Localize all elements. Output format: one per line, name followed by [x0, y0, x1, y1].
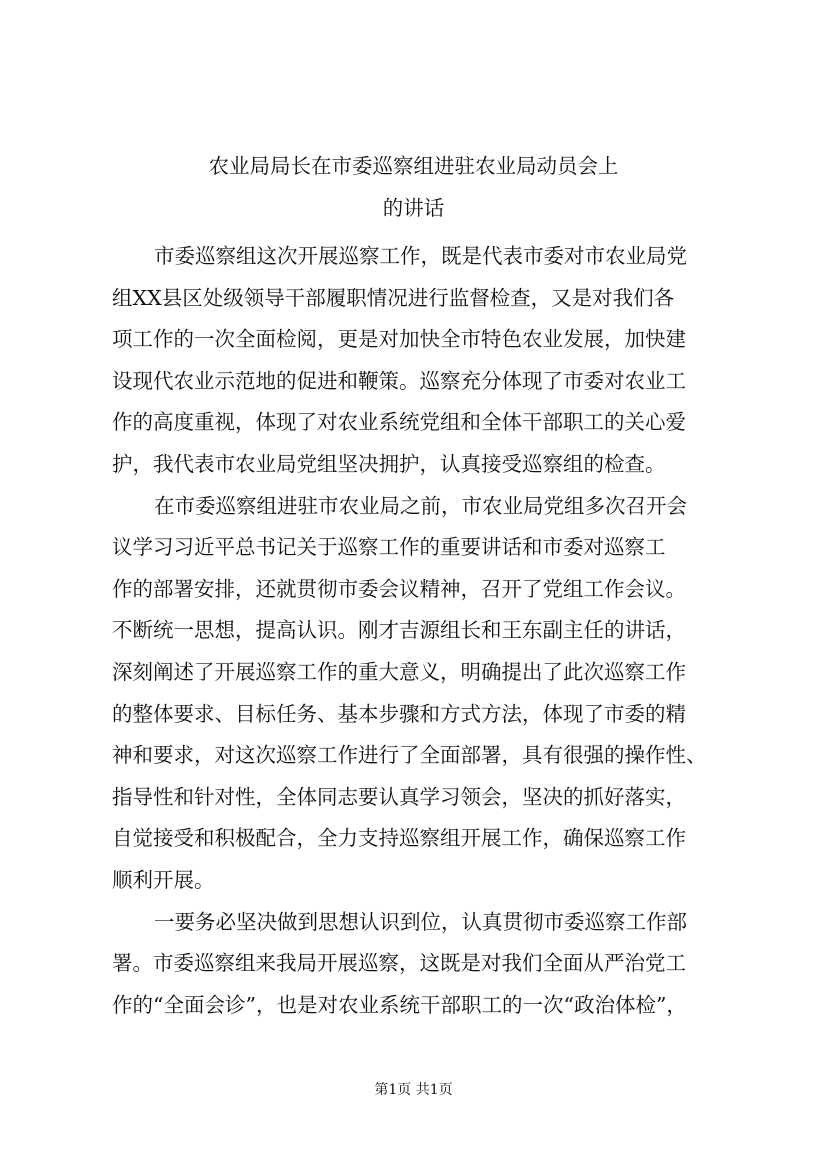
paragraph-2-line-8: 指导性和针对性，全体同志要认真学习领会，坚决的抓好落实，: [112, 784, 686, 809]
paragraph-2-line-5: 深刻阐述了开展巡察工作的重大意义，明确提出了此次巡察工作: [112, 659, 686, 684]
paragraph-1-line-2: 组XX县区处级领导干部履职情况进行监督检查，又是对我们各: [112, 285, 675, 310]
paragraph-2-line-4: 不断统一思想，提高认识。刚才吉源组长和王东副主任的讲话，: [112, 618, 686, 643]
paragraph-1-line-5: 作的高度重视，体现了对农业系统党组和全体干部职工的关心爱: [112, 410, 686, 435]
title-line-1: 农业局局长在市委巡察组进驻农业局动员会上: [208, 154, 619, 178]
paragraph-3-line-3: 作的“全面会诊”，也是对农业系统干部职工的一次“政治体检”，: [112, 992, 687, 1017]
paragraph-1-line-4: 设现代农业示范地的促进和鞭策。巡察充分体现了市委对农业工: [112, 368, 686, 393]
paragraph-2-line-7: 神和要求，对这次巡察工作进行了全面部署，具有很强的操作性、: [112, 743, 707, 768]
title-line-2: 的讲话: [382, 195, 445, 220]
paragraph-2-line-9: 自觉接受和积极配合，全力支持巡察组开展工作，确保巡察工作: [112, 826, 686, 851]
paragraph-2-line-2: 议学习习近平总书记关于巡察工作的重要讲话和市委对巡察工: [112, 535, 666, 560]
paragraph-2-line-10: 顺利开展。: [112, 867, 215, 892]
paragraph-2-line-1: 在市委巡察组进驻市农业局之前，市农业局党组多次召开会: [154, 493, 687, 518]
paragraph-3-line-2: 署。市委巡察组来我局开展巡察，这既是对我们全面从严治党工: [112, 951, 686, 976]
paragraph-1-line-1: 市委巡察组这次开展巡察工作，既是代表市委对市农业局党: [154, 244, 687, 268]
document-body: [112, 236, 732, 1026]
paragraph-1-line-6: 护，我代表市农业局党组坚决拥护，认真接受巡察组的检查。: [112, 451, 666, 476]
paragraph-2-line-6: 的整体要求、目标任务、基本步骤和方式方法，体现了市委的精: [112, 701, 686, 726]
page-footer: 第1页 共1页: [374, 1082, 453, 1098]
paragraph-1-line-3: 项工作的一次全面检阅，更是对加快全市特色农业发展，加快建: [112, 327, 686, 352]
paragraph-3-line-1: 一要务必坚决做到思想认识到位，认真贯彻市委巡察工作部: [154, 909, 687, 934]
paragraph-2-line-3: 作的部署安排，还就贯彻市委会议精神，召开了党组工作会议。: [112, 576, 686, 601]
page-title: [90, 146, 737, 229]
